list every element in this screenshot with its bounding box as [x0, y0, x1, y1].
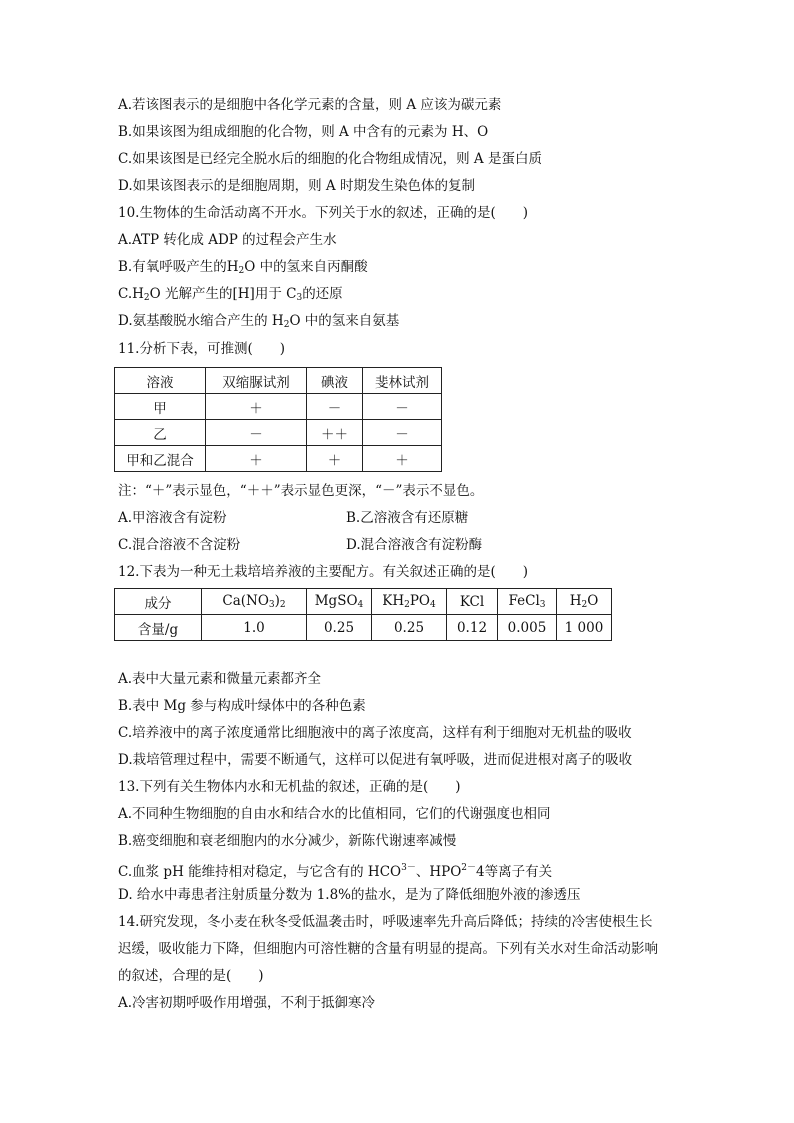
table-cell: 乙 [115, 420, 206, 446]
table-cell: 0.005 [498, 615, 557, 641]
table-cell: 1.0 [202, 615, 307, 641]
question-14-line2: 迟缓，吸收能力下降，但细胞内可溶性糖的含量有明显的提高。下列有关水对生命活动影响 [118, 941, 658, 957]
option-9c: C.如果该图是已经完全脱水后的细胞的化合物组成情况，则 A 是蛋白质 [118, 151, 542, 167]
option-12b: B.表中 Mg 参与构成叶绿体中的各种色素 [118, 698, 366, 714]
table-cell: 1 000 [557, 615, 612, 641]
option-10c: $C.H_2O$ 光解产生的[H]用于 $C_3$的还原 [118, 286, 343, 303]
table-cell: ＋ [363, 446, 442, 472]
table-cell: ＋ [307, 446, 363, 472]
option-12a: A.表中大量元素和微量元素都齐全 [118, 671, 322, 687]
option-10a: A.ATP 转化成 ADP 的过程会产生水 [118, 232, 337, 248]
table-cell: ＋＋ [307, 420, 363, 446]
option-14a: A.冷害初期呼吸作用增强，不利于抵御寒冷 [118, 995, 376, 1011]
option-11a: A.甲溶液含有淀粉 [118, 510, 227, 526]
table-header-cell: 溶液 [115, 368, 206, 394]
option-13d: D. 给水中毒患者注射质量分数为 1.8%的盐水，是为了降低细胞外液的渗透压 [118, 887, 581, 903]
option-13c: C.血浆 pH 能维持相对稳定，与它含有的 $HCO^{3-}$、$HPO^{2-}4$等离子有关 [118, 863, 553, 880]
table-note: 注：“＋”表示显色，“＋＋”表示显色更深，“－”表示不显色。 [118, 483, 484, 499]
table-cell: ＋ [206, 446, 307, 472]
option-11d: D.混合溶液含有淀粉酶 [346, 537, 483, 553]
table-cell: － [206, 420, 307, 446]
table-cell: 甲 [115, 394, 206, 420]
question-11: 11.分析下表，可推测( ) [118, 341, 286, 357]
option-12c: C.培养液中的离子浓度通常比细胞液中的离子浓度高，这样有利于细胞对无机盐的吸收 [118, 725, 632, 741]
table-header-cell: MgSO$_4$ [307, 589, 372, 615]
table-header-row [115, 368, 442, 394]
option-13a: A.不同种生物细胞的自由水和结合水的比值相同，它们的代谢强度也相同 [118, 806, 551, 822]
table-header-cell: $Ca(NO_3)_2$ [202, 589, 307, 615]
table-cell: － [363, 394, 442, 420]
table-cell: 含量/g [115, 615, 202, 641]
option-12d: D.栽培管理过程中，需要不断通气，这样可以促进有氧呼吸，进而促进根对离子的吸收 [118, 752, 633, 768]
table-cell: 0.25 [372, 615, 447, 641]
table-row [115, 394, 442, 420]
table-cell: 0.12 [447, 615, 498, 641]
table-cell: 甲和乙混合 [115, 446, 206, 472]
option-9d: D.如果该图表示的是细胞周期，则 A 时期发生染色体的复制 [118, 178, 475, 194]
table-header-cell: $KH_2PO_4$ [372, 589, 447, 615]
question-13: 13.下列有关生物体内水和无机盐的叙述，正确的是( ) [118, 779, 461, 795]
table-header-cell: 双缩脲试剂 [206, 368, 307, 394]
table-cell: ＋ [206, 394, 307, 420]
table-cell: － [307, 394, 363, 420]
option-9b: B.如果该图为组成细胞的化合物，则 A 中含有的元素为 H、O [118, 124, 489, 140]
table-header-cell: KCl [447, 589, 498, 615]
reagent-table [114, 367, 442, 472]
table-row [115, 446, 442, 472]
question-14-line3: 的叙述，合理的是( ) [118, 968, 264, 984]
table-header-cell: 碘液 [307, 368, 363, 394]
option-11b: B.乙溶液含有还原糖 [346, 510, 469, 526]
question-14-line1: 14.研究发现，冬小麦在秋冬受低温袭击时，呼吸速率先升高后降低；持续的冷害使根生长 [118, 914, 653, 930]
table-header-cell: 斐林试剂 [363, 368, 442, 394]
option-9a: A.若该图表示的是细胞中各化学元素的含量，则 A 应该为碳元素 [118, 97, 502, 113]
question-12: 12.下表为一种无土栽培培养液的主要配方。有关叙述正确的是( ) [118, 564, 529, 580]
table-header-cell: FeCl$_3$ [498, 589, 557, 615]
option-10d: D.氨基酸脱水缩合产生的 $H_2O$ 中的氢来自氨基 [118, 313, 400, 330]
option-11c: C.混合溶液不含淀粉 [118, 537, 241, 553]
table-header-row [115, 589, 612, 615]
table-cell: － [363, 420, 442, 446]
option-10b: B.有氧呼吸产生的$H_2O$ 中的氢来自丙酮酸 [118, 259, 368, 276]
option-13b: B.癌变细胞和衰老细胞内的水分减少，新陈代谢速率减慢 [118, 833, 457, 849]
table-cell: 0.25 [307, 615, 372, 641]
nutrient-table [114, 588, 612, 641]
table-header-cell: 成分 [115, 589, 202, 615]
table-row [115, 420, 442, 446]
table-header-cell: $H_2O$ [557, 589, 612, 615]
table-row [115, 615, 612, 641]
question-10: 10.生物体的生命活动离不开水。下列关于水的叙述，正确的是( ) [118, 205, 529, 221]
